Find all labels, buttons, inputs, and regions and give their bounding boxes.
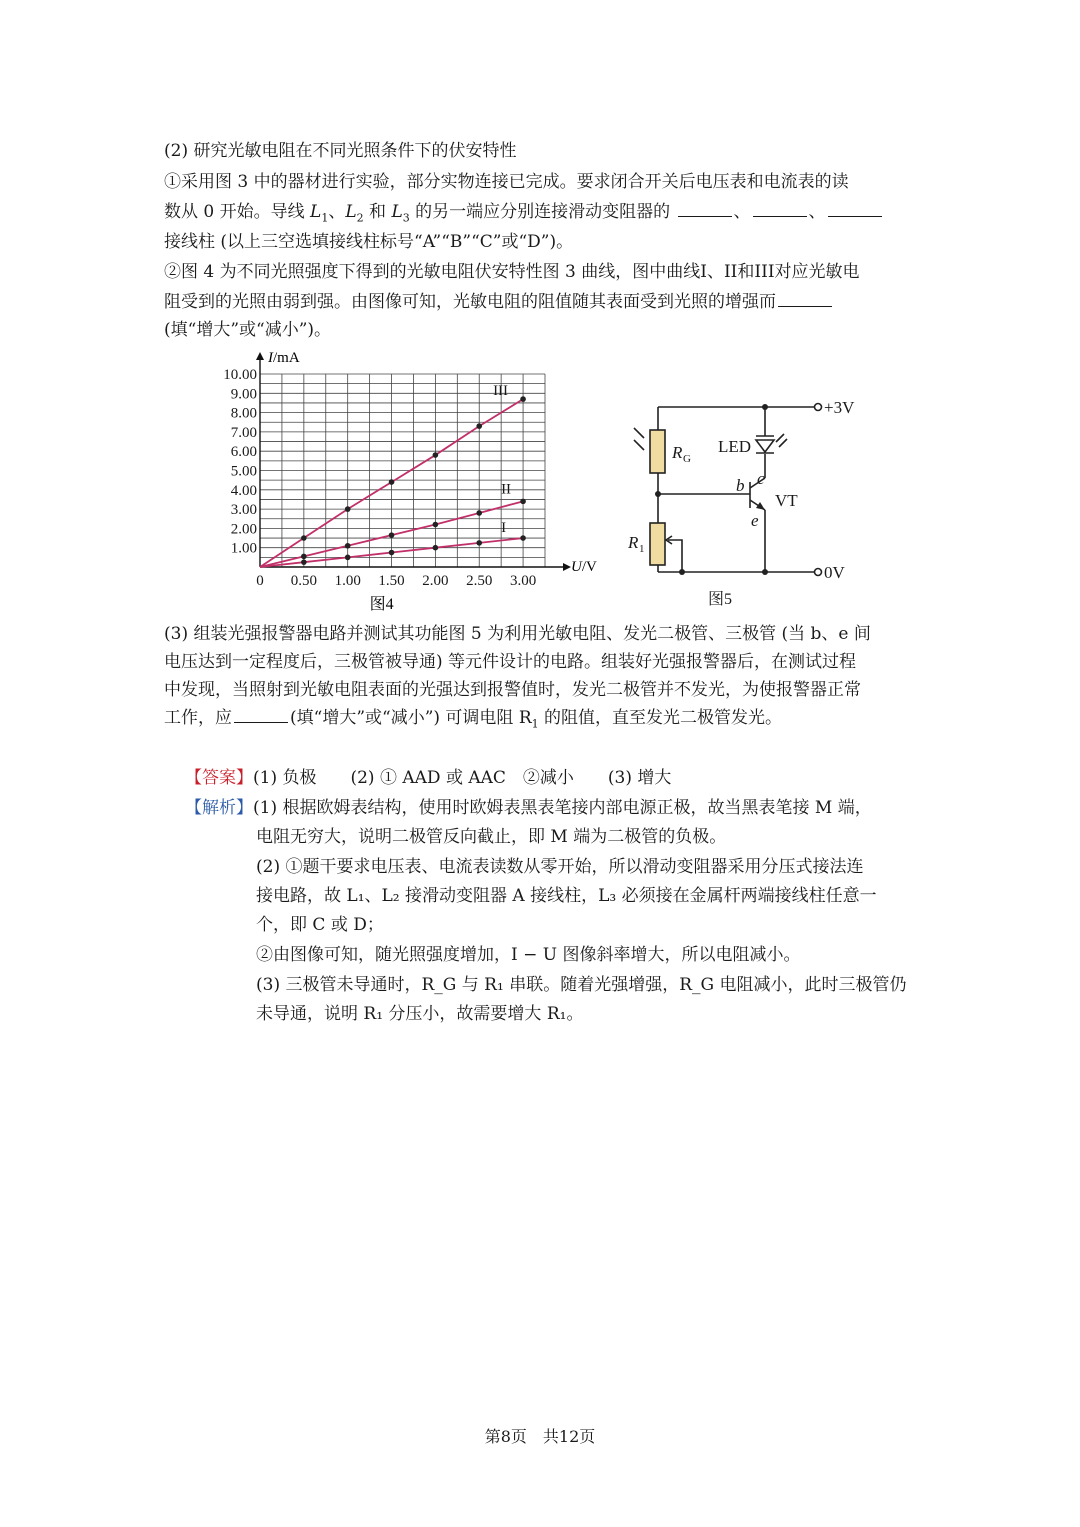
text-fragment: 的另一端应分别连接滑动变阻器的 [409,202,671,222]
x-tick-label: 2.00 [422,573,449,589]
analysis-line5: 个，即 C 或 D； [256,915,384,935]
text-fragment: 阻受到的光照由弱到强。由图像可知，光敏电阻的阻值随其表面受到光照的增强而 [164,292,776,312]
x-tick-label: 3.00 [509,573,537,589]
q2-part1-line3: 接线柱 (以上三空选填接线柱标号“A”“B”“C”或“D”)。 [164,232,574,252]
x-tick-label: 0.50 [290,573,317,589]
rg-sub: G [683,453,691,465]
analysis-line7: (3) 三极管未导通时，R_G 与 R₁ 串联。随着光强增强，R_G 电阻减小，此时三极管仍 [256,975,907,995]
r1-sub: 1 [639,543,645,555]
data-point [433,452,439,458]
answer-blank [234,707,288,723]
analysis-line4: 接电路，故 L₁、L₂ 接滑动变阻器 A 接线柱，L₃ 必须接在金属杆两端接线柱任意一 [256,886,877,906]
analysis-line6: ②由图像可知，随光照强度增加，I − U 图像斜率增大，所以电阻减小。 [256,945,801,965]
series-label: II [501,481,512,498]
analysis-tag: 【解析】 [185,798,253,818]
y-tick-label: 8.00 [230,405,257,422]
answer-blank [778,291,832,307]
page-footer: 第8页 共12页 [484,1427,596,1446]
series-label: I [501,520,507,537]
analysis-text: (1) 根据欧姆表结构，使用时欧姆表黑表笔接内部电源正极，故当黑表笔接 M 端， [253,798,872,818]
y-tick-label: 3.00 [230,502,257,519]
y-tick-label: 4.00 [230,482,257,499]
analysis-line2: 电阻无穷大，说明二极管反向截止，即 M 端为二极管的负极。 [256,827,727,847]
emitter-label: e [751,511,759,530]
q2-part1-line1: ①采用图 3 中的器材进行实验，部分实物连接已完成。要求闭合开关后电压表和电流表的读 [164,172,849,192]
q2-part2-line3: (填“增大”或“减小”)。 [164,320,332,340]
answer-line [185,766,671,790]
x-axis-label: U/V [571,559,597,575]
q3-line4 [164,706,782,736]
text-fragment: 、 [808,202,826,222]
figure-5-circuit [620,390,880,615]
data-point [476,540,482,546]
y-tick-label: 6.00 [230,444,257,461]
analysis-line8: 未导通，说明 R₁ 分压小，故需要增大 R₁。 [256,1004,584,1024]
answer-blank [678,201,732,217]
text-fragment: 工作，应 [164,708,232,728]
sub: 3 [402,211,410,225]
answer-blank [828,201,882,217]
y-axis-label: I/mA [268,350,300,366]
data-point [389,532,395,538]
y-tick-label: 7.00 [230,424,257,441]
base-label: b [736,476,745,495]
x-tick-label: 1.00 [334,573,361,589]
text-fragment: (填“增大”或“减小”) 可调电阻 R [290,708,532,728]
zero-volt-label: 0V [824,563,845,582]
x-axis-arrow [563,563,571,571]
sub: 1 [531,717,539,731]
figure-4-caption: 图4 [369,596,394,613]
r1-label: R [628,533,639,552]
data-point [389,550,395,556]
data-point [433,522,439,528]
figure-5-caption: 图5 [708,591,733,608]
x-tick-label: 1.50 [378,573,405,589]
q2-part2-line1: ②图 4 为不同光照强度下得到的光敏电阻伏安特性图 3 曲线，图中曲线I、II和III对应光敏电 [164,262,860,282]
x-tick-label: 2.50 [466,573,493,589]
data-point [345,555,351,561]
data-point [345,543,351,549]
answer-text: (1) 负极 (2) ① AAD 或 AAC ②减小 (3) 增大 [253,768,672,788]
text-fragment: 数从 0 开始。导线 [164,202,311,222]
y-tick-label: 2.00 [230,521,257,538]
data-point [433,545,439,551]
text-fragment: 和 [363,202,392,222]
y-tick-label: 10.00 [223,367,257,383]
q2-heading: (2) 研究光敏电阻在不同光照条件下的伏安特性 [164,141,517,161]
q3-line2: 电压达到一定程度后，三极管被导通) 等元件设计的电路。组装好光强报警器后，在测试过程 [164,652,857,672]
data-point [301,535,307,541]
series-label: III [493,383,509,400]
rg-label: R [672,443,683,462]
data-point [345,506,351,512]
wire-l3: L [391,202,403,222]
collector-label: c [757,469,765,488]
data-point [476,423,482,429]
data-point [301,554,307,560]
y-tick-label: 9.00 [230,386,257,403]
q2-part1-line2 [164,200,884,230]
x-tick-label: 0 [256,573,264,589]
data-point [520,396,526,402]
data-point [389,479,395,485]
data-point [476,510,482,516]
y-tick-label: 1.00 [230,540,257,557]
sub: 2 [356,211,364,225]
y-tick-label: 5.00 [230,463,257,480]
data-point [520,499,526,505]
q3-line1: (3) 组装光强报警器电路并测试其功能图 5 为利用光敏电阻、发光二极管、三极管 (当 b、e 间 [164,624,871,644]
analysis-line1 [185,796,872,820]
plus3v-label: +3V [824,398,855,417]
answer-blank [753,201,807,217]
vt-label: VT [775,491,798,510]
data-point [520,535,526,541]
y-axis-arrow [256,352,264,360]
sub: 1 [321,211,329,225]
figure-4-chart [200,345,620,615]
data-point [301,559,307,565]
led-label: LED [718,437,752,456]
text-fragment: 、 [328,202,346,222]
answer-tag: 【答案】 [185,768,253,788]
q3-line3: 中发现，当照射到光敏电阻表面的光强达到报警值时，发光二极管并不发光，为使报警器正常 [164,680,861,700]
wire-l1: L [310,202,322,222]
analysis-line3: (2) ①题干要求电压表、电流表读数从零开始，所以滑动变阻器采用分压式接法连 [256,857,864,877]
text-fragment: 、 [733,202,751,222]
chart-series [260,383,526,567]
text-fragment: 的阻值，直至发光二极管发光。 [538,708,783,728]
q2-part2-line2 [164,290,834,314]
wire-l2: L [345,202,357,222]
chart-ticks [223,367,536,589]
